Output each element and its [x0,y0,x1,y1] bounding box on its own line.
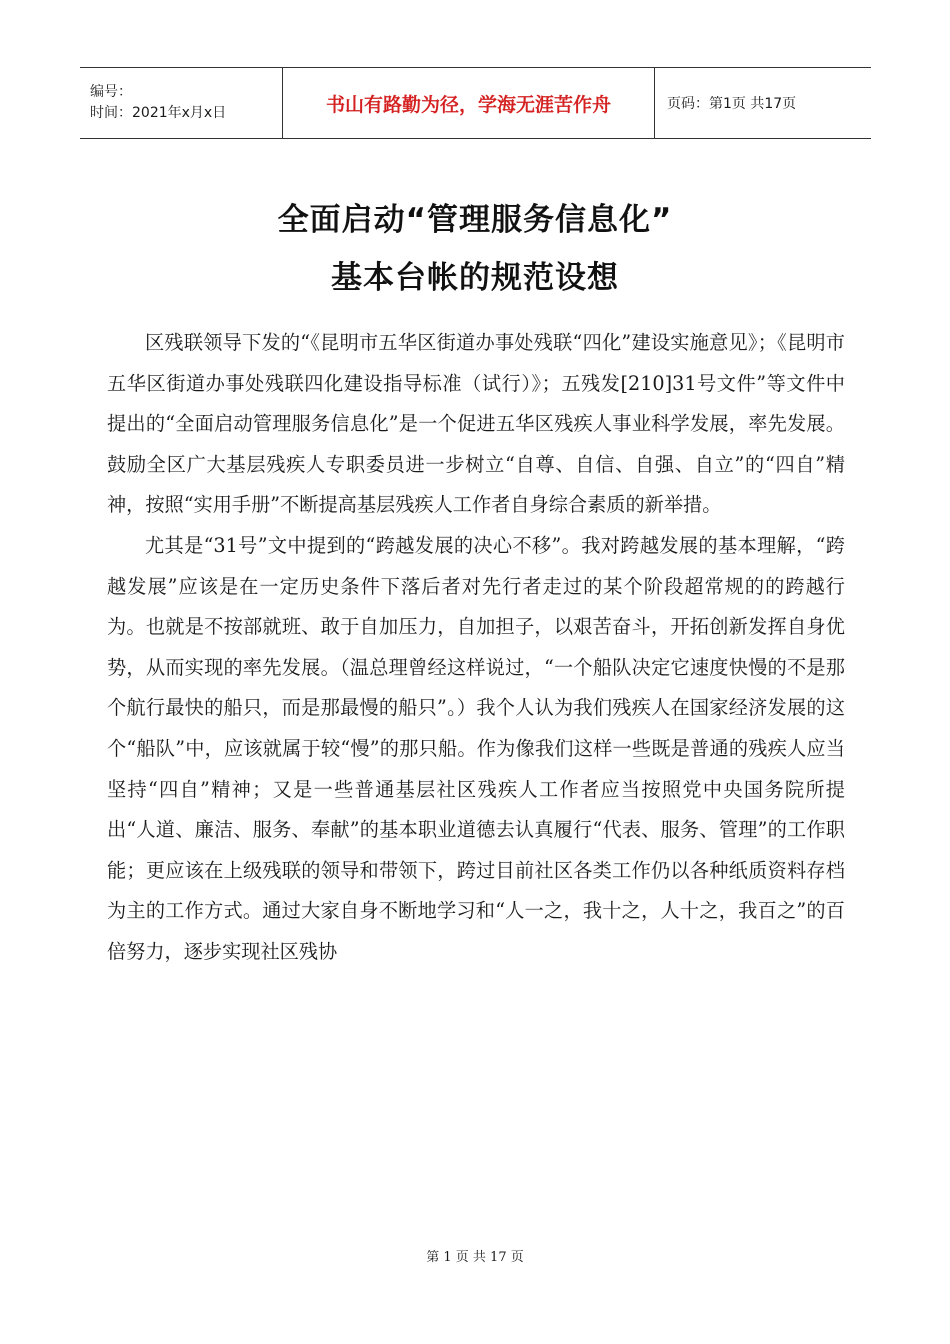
document-title-line-1: 全面启动“管理服务信息化” [277,202,673,238]
document-body [107,323,845,973]
header-page-info: 页码：第1页 共17页 [654,68,871,138]
header-motto: 书山有路勤为径，学海无涯苦作舟 [282,68,654,138]
page-header [80,67,871,139]
time-label: 时间：2021年x月x日 [90,105,227,121]
header-meta [80,68,282,138]
paragraph-1: 区残联领导下发的“《昆明市五华区街道办事处残联“四化”建设实施意见》；《昆明市五华区街道办事处残联四化建设指导标准（试行）》；五残发[210]31号文件”等文件中提出的“全面启动管理服务信息化”是一个促进五华区残疾人事业科学发展，率先发展。鼓励全区广大基层残疾人专职委员进一步树立“自尊、自信、自强、自立”的“四自”精神，按照“实用手册”不断提高基层残疾人工作者自身综合素质的新举措。 [107,331,845,517]
serial-label: 编号： [90,84,132,100]
document-title-line-2: 基本台帐的规范设想 [331,260,619,296]
paragraph-2: 尤其是“31号”文中提到的“跨越发展的决心不移”。我对跨越发展的基本理解，“跨越发展”应该是在一定历史条件下落后者对先行者走过的某个阶段超常规的的跨越行为。也就是不按部就班、敢于自加压力，自加担子，以艰苦奋斗，开拓创新发挥自身优势，从而实现的率先发展。（温总理曾经这样说过，“一个船队决定它速度快慢的不是那个航行最快的船只，而是那最慢的船只”。）我个人认为我们残疾人在国家经济发展的这个“船队”中，应该就属于较“慢”的那只船。作为像我们这样一些既是普通的残疾人应当坚持“四自”精神；又是一些普通基层社区残疾人工作者应当按照党中央国务院所提出“人道、廉洁、服务、奉献”的基本职业道德去认真履行“代表、服务、管理”的工作职能；更应该在上级残联的领导和带领下，跨过目前社区各类工作仍以各种纸质资料存档为主的工作方式。通过大家自身不断地学习和“人一之，我十之，人十之，我百之”的百倍努力，逐步实现社区残协 [107,533,845,963]
page-footer: 第 1 页 共 17 页 [426,1250,524,1265]
